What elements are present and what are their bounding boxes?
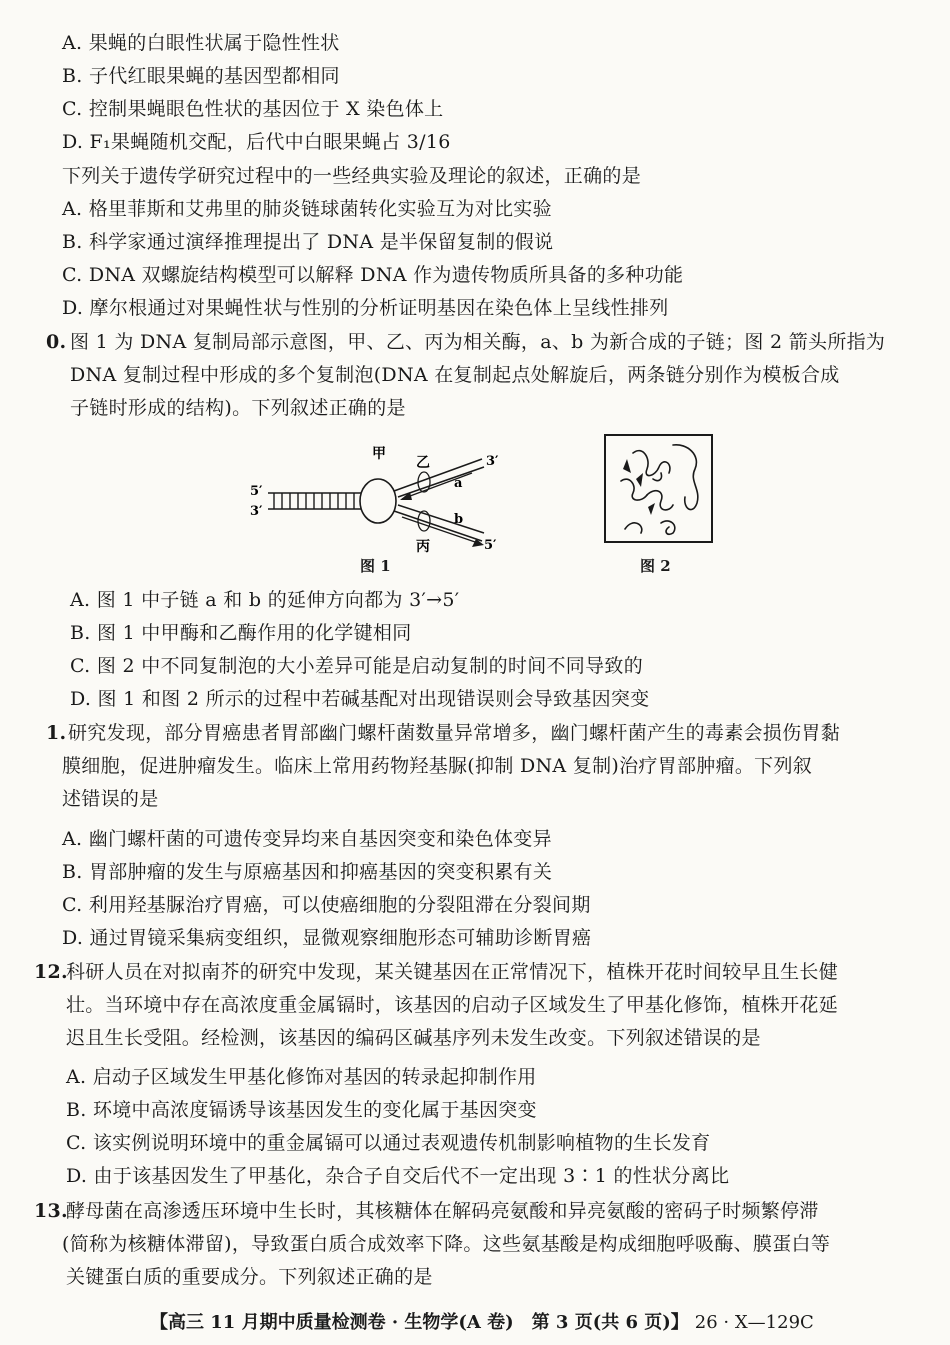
q9-option-c: C. DNA 双螺旋结构模型可以解释 DNA 作为遗传物质所具备的多种功能: [62, 264, 684, 286]
q11-option-b: B. 胃部肿瘤的发生与原癌基因和抑癌基因的突变积累有关: [62, 861, 553, 883]
label-left-top: 5′: [250, 484, 263, 499]
q12-number: 12.: [34, 961, 68, 983]
q13-stem-line-2: (简称为核糖体滞留)，导致蛋白质合成效率下降。这些氨基酸是构成细胞呼吸酶、膜蛋白等: [62, 1233, 831, 1255]
q12-option-c: C. 该实例说明环境中的重金属镉可以通过表观遗传机制影响植物的生长发育: [66, 1132, 711, 1154]
q11-stem-line-2: 膜细胞，促进肿瘤发生。临床上常用药物羟基脲(抑制 DNA 复制)治疗胃部肿瘤。下列叙: [62, 755, 813, 777]
q10-number: 0.: [46, 331, 67, 353]
footer-code: 26 · X—129C: [694, 1312, 814, 1333]
q10-stem-line-3: 子链时形成的结构)。下列叙述正确的是: [70, 397, 406, 419]
q12-stem-line-3: 迟且生长受阻。经检测，该基因的编码区碱基序列未发生改变。下列叙述错误的是: [66, 1027, 761, 1049]
q13-stem-line-3: 关键蛋白质的重要成分。下列叙述正确的是: [66, 1266, 433, 1288]
footer-text: 【高三 11 月期中质量检测卷 · 生物学(A 卷) 第 3 页(共 6 页)】: [150, 1312, 689, 1333]
q7-option-d: D. F₁果蝇随机交配，后代中白眼果蝇占 3/16: [62, 131, 451, 153]
q11-option-c: C. 利用羟基脲治疗胃癌，可以使癌细胞的分裂阻滞在分裂间期: [62, 894, 591, 916]
figure-1-dna-replication: [240, 445, 510, 555]
helicase-jia-shape: [360, 479, 396, 523]
q12-stem-line-1: 科研人员在对拟南芥的研究中发现，某关键基因在正常情况下，植株开花时间较早且生长健: [66, 961, 839, 983]
q11-option-a: A. 幽门螺杆菌的可遗传变异均来自基因突变和染色体变异: [62, 828, 552, 850]
label-right-bottom: 5′: [484, 538, 497, 553]
figure-1-caption: 图 1: [360, 557, 391, 575]
label-b: b: [454, 512, 464, 527]
q11-number: 1.: [46, 722, 67, 744]
label-bing: 丙: [416, 539, 430, 555]
q9-option-b: B. 科学家通过演绎推理提出了 DNA 是半保留复制的假说: [62, 231, 554, 253]
q12-option-b: B. 环境中高浓度镉诱导该基因发生的变化属于基因突变: [66, 1099, 537, 1121]
q9-option-d: D. 摩尔根通过对果蝇性状与性别的分析证明基因在染色体上呈线性排列: [62, 297, 669, 319]
label-left-bottom: 3′: [250, 504, 263, 519]
q10-option-d: D. 图 1 和图 2 所示的过程中若碱基配对出现错误则会导致基因突变: [70, 688, 650, 710]
q7-option-a: A. 果蝇的白眼性状属于隐性性状: [62, 32, 340, 54]
q9-stem: 下列关于遗传学研究过程中的一些经典实验及理论的叙述，正确的是: [62, 165, 642, 187]
q10-stem-line-2: DNA 复制过程中形成的多个复制泡(DNA 在复制起点处解旋后，两条链分别作为模板合成: [70, 364, 840, 386]
page-footer: [150, 1308, 814, 1334]
q12-option-d: D. 由于该基因发生了甲基化，杂合子自交后代不一定出现 3∶1 的性状分离比: [66, 1165, 730, 1187]
q13-number: 13.: [34, 1200, 68, 1222]
q12-option-a: A. 启动子区域发生甲基化修饰对基因的转录起抑制作用: [66, 1066, 537, 1088]
figure-2-caption: 图 2: [640, 557, 671, 575]
q11-stem-line-3: 述错误的是: [62, 788, 159, 810]
label-jia: 甲: [372, 446, 386, 462]
q9-option-a: A. 格里菲斯和艾弗里的肺炎链球菌转化实验互为对比实验: [62, 198, 552, 220]
q10-option-b: B. 图 1 中甲酶和乙酶作用的化学键相同: [70, 622, 412, 644]
base-pair-rungs: [274, 493, 362, 509]
q7-option-b: B. 子代红眼果蝇的基因型都相同: [62, 65, 340, 87]
label-a: a: [454, 476, 463, 491]
q11-stem-line-1: 研究发现，部分胃癌患者胃部幽门螺杆菌数量异常增多，幽门螺杆菌产生的毒素会损伤胃黏: [68, 722, 841, 744]
label-right-top: 3′: [486, 454, 499, 469]
label-yi: 乙: [416, 455, 430, 471]
q10-option-c: C. 图 2 中不同复制泡的大小差异可能是启动复制的时间不同导致的: [70, 655, 644, 677]
q10-option-a: A. 图 1 中子链 a 和 b 的延伸方向都为 3′→5′: [70, 589, 460, 611]
q11-option-d: D. 通过胃镜采集病变组织，显微观察细胞形态可辅助诊断胃癌: [62, 927, 592, 949]
figure-2-replication-bubbles: [603, 433, 715, 545]
q10-stem-line-1: 图 1 为 DNA 复制局部示意图，甲、乙、丙为相关酶，a、b 为新合成的子链；图 2 箭头所指为: [70, 331, 886, 353]
q12-stem-line-2: 壮。当环境中存在高浓度重金属镉时，该基因的启动子区域发生了甲基化修饰，植株开花延: [66, 994, 839, 1016]
q13-stem-line-1: 酵母菌在高渗透压环境中生长时，其核糖体在解码亮氨酸和异亮氨酸的密码子时频繁停滞: [66, 1200, 819, 1222]
q7-option-c: C. 控制果蝇眼色性状的基因位于 X 染色体上: [62, 98, 444, 120]
